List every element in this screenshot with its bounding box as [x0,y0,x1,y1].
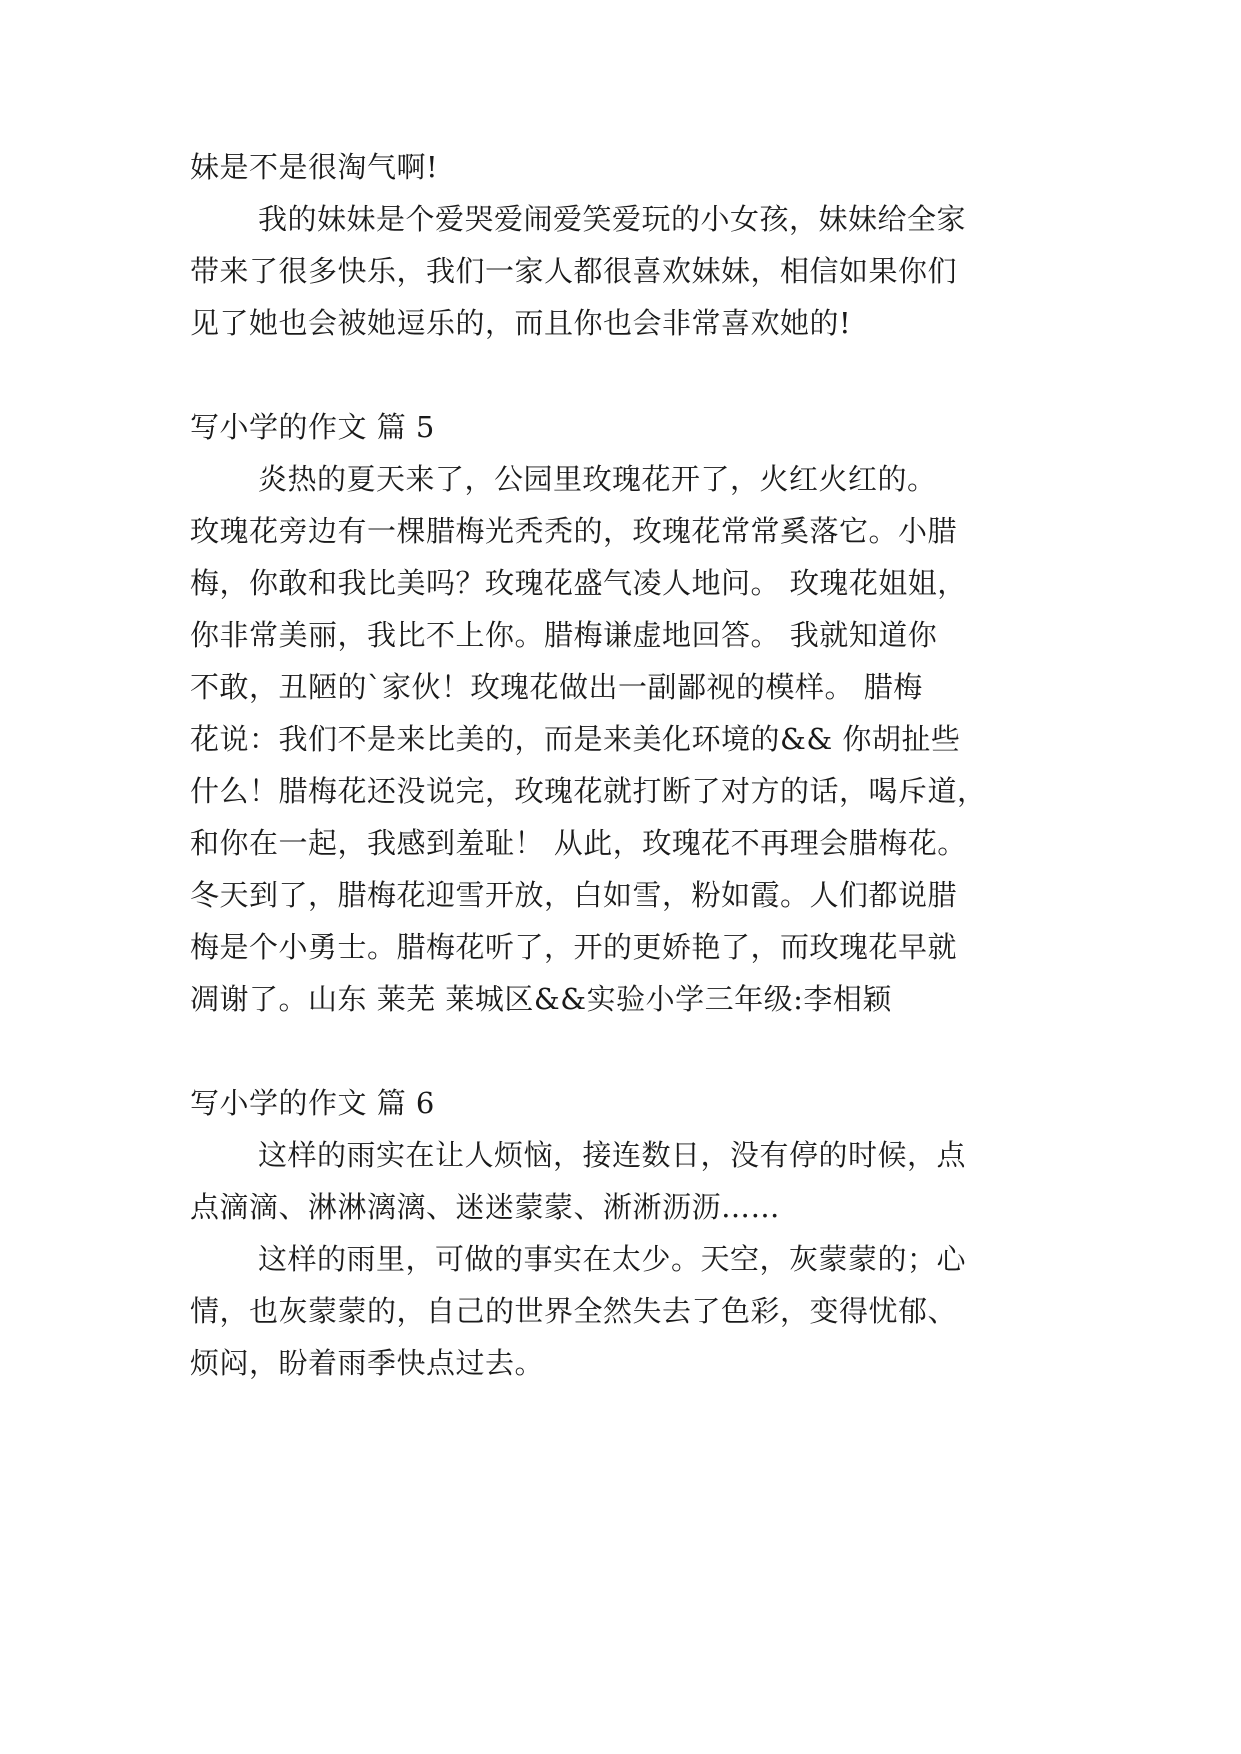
text-line: 不敢，丑陋的`家伙！玫瑰花做出一副鄙视的模样。 腊梅 [190,670,923,704]
text-line: 带来了很多快乐，我们一家人都很喜欢妹妹，相信如果你们 [190,254,958,288]
text-line: 花说：我们不是来比美的，而是来美化环境的&& 你胡扯些 [190,722,961,756]
paragraph-start: 我的妹妹是个爱哭爱闹爱笑爱玩的小女孩，妹妹给全家 [258,202,967,236]
text-line: 妹是不是很淘气啊! [190,150,439,184]
text-line: 和你在一起，我感到羞耻！ 从此，玫瑰花不再理会腊梅花。 [190,826,967,860]
text-line: 烦闷，盼着雨季快点过去。 [190,1346,545,1380]
paragraph-start: 这样的雨里，可做的事实在太少。天空，灰蒙蒙的；心 [258,1242,967,1276]
text-line: 玫瑰花旁边有一棵腊梅光秃秃的，玫瑰花常常奚落它。小腊 [190,514,958,548]
text-line: 点滴滴、淋淋漓漓、迷迷蒙蒙、淅淅沥沥…… [190,1190,781,1224]
text-line: 什么！腊梅花还没说完，玫瑰花就打断了对方的话，喝斥道， [190,774,987,808]
section-heading: 写小学的作文 篇 5 [190,410,435,444]
text-line: 梅是个小勇士。腊梅花听了，开的更娇艳了，而玫瑰花早就 [190,930,958,964]
text-line: 梅，你敢和我比美吗？玫瑰花盛气凌人地问。 玫瑰花姐姐， [190,566,967,600]
text-line: 凋谢了。山东 莱芜 莱城区&&实验小学三年级:李相颖 [190,982,892,1016]
section-heading: 写小学的作文 篇 6 [190,1086,435,1120]
text-line: 你非常美丽，我比不上你。腊梅谦虚地回答。 我就知道你 [190,618,938,652]
text-line: 见了她也会被她逗乐的，而且你也会非常喜欢她的! [190,306,852,340]
paragraph-start: 炎热的夏天来了，公园里玫瑰花开了，火红火红的。 [258,462,937,496]
paragraph-start: 这样的雨实在让人烦恼，接连数日，没有停的时候，点 [258,1138,967,1172]
text-line: 冬天到了，腊梅花迎雪开放，白如雪，粉如霞。人们都说腊 [190,878,958,912]
text-line: 情，也灰蒙蒙的，自己的世界全然失去了色彩，变得忧郁、 [190,1294,958,1328]
